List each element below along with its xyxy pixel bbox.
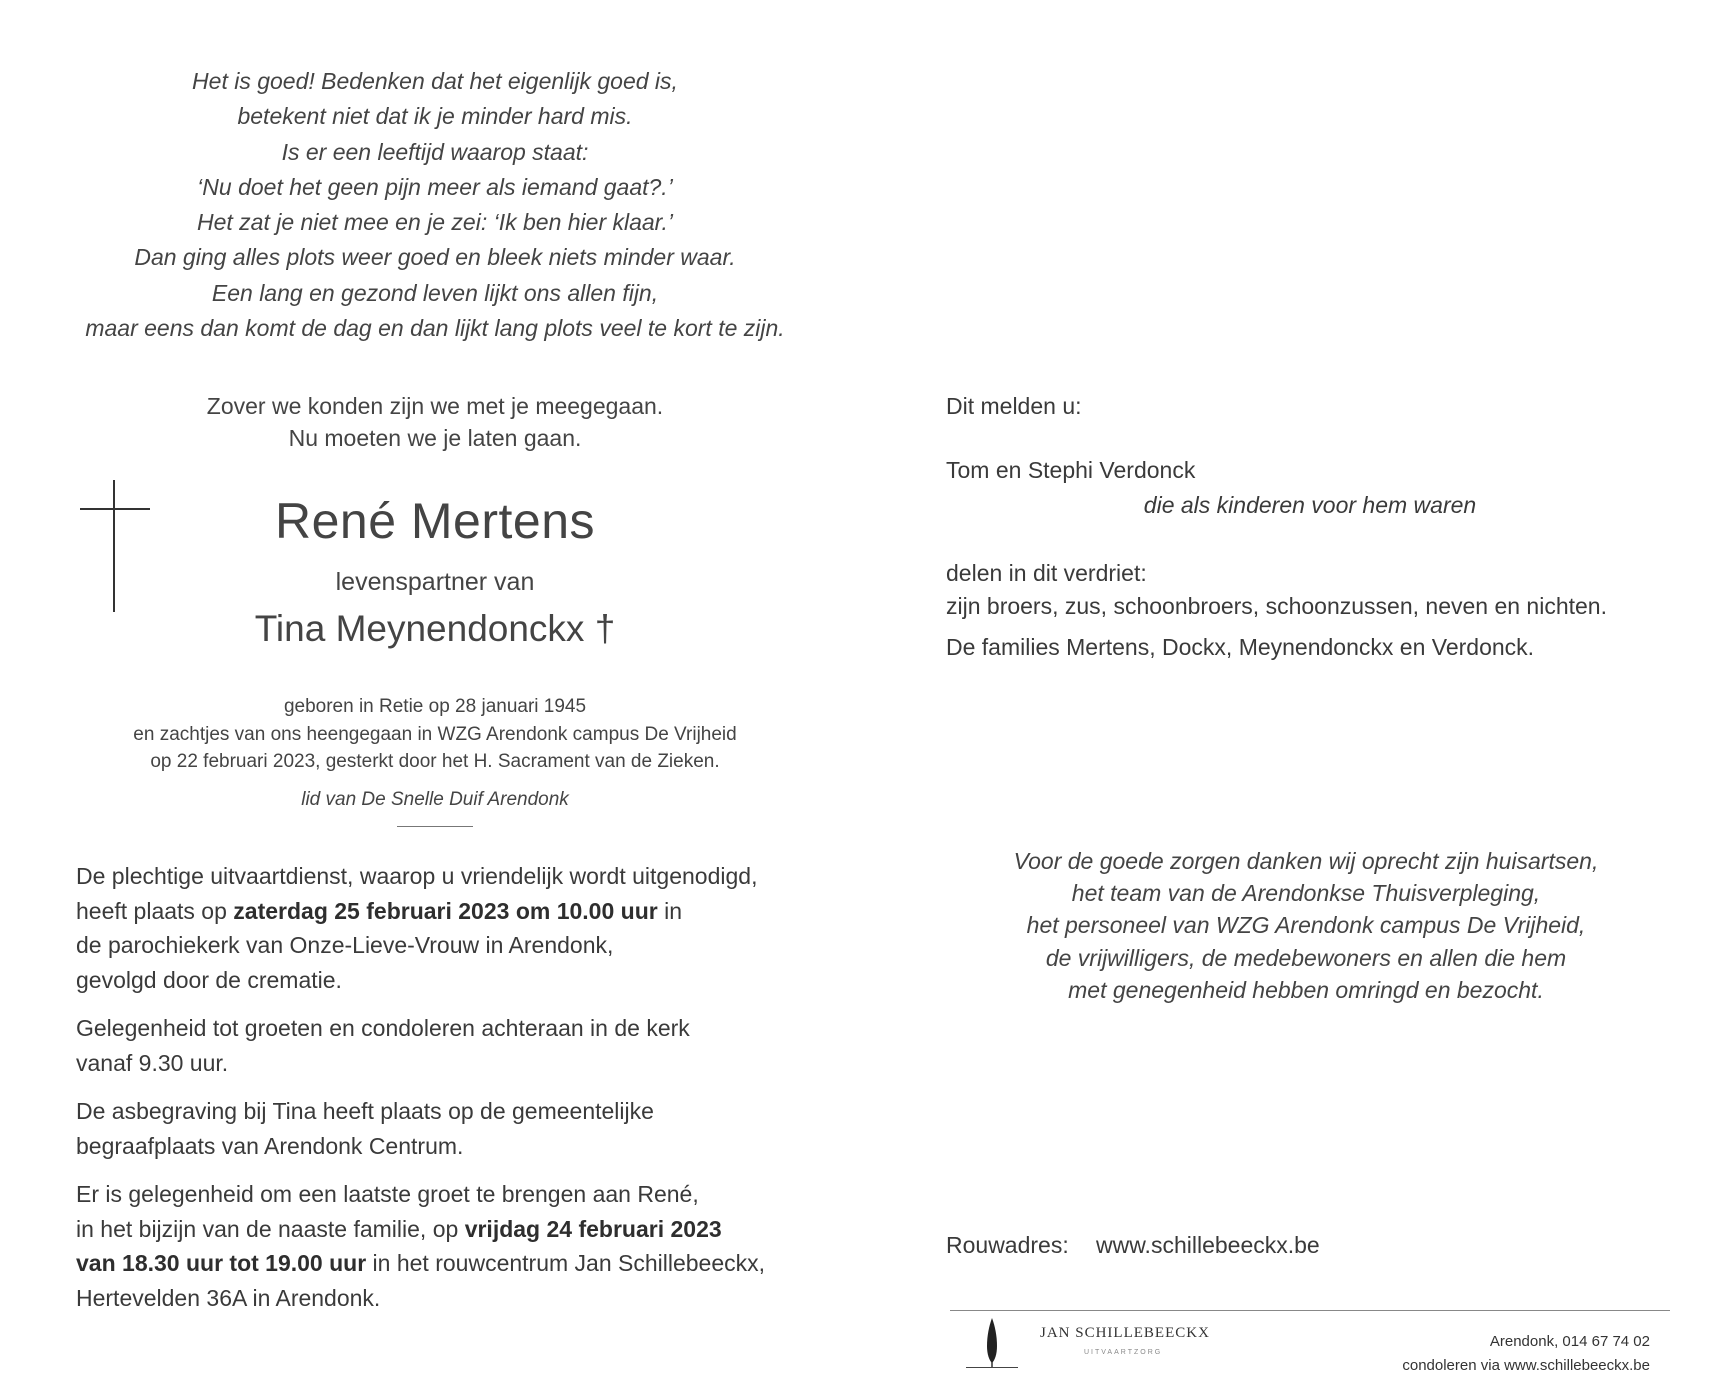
contact-info	[1300, 1330, 1650, 1378]
company-name: JAN SCHILLEBEECKX	[1040, 1325, 1210, 1341]
service-line: De plechtige uitvaartdienst, waarop u vriendelijk wordt uitgenodigd,	[76, 863, 758, 889]
visit-time: van 18.30 uur tot 19.00 uur	[76, 1250, 367, 1276]
service-line: de parochiekerk van Onze-Lieve-Vrouw in Arendonk,	[76, 932, 614, 958]
poem-line: maar eens dan komt de dag en dan lijkt lang plots veel te kort te zijn.	[85, 315, 785, 342]
poem-line: Het is goed! Bedenken dat het eigenlijk goed is,	[192, 68, 678, 94]
text: in het rouwcentrum Jan Schillebeeckx,	[366, 1250, 766, 1276]
deceased-name: René Mertens	[274, 493, 596, 549]
thanks-line: Voor de goede zorgen danken wij oprecht zijn huisartsen,	[1013, 848, 1599, 874]
announcement-relatives	[946, 557, 1607, 623]
service-line	[76, 1212, 836, 1247]
partner-label: levenspartner van	[335, 568, 535, 596]
details-line: en zachtjes van ons heengegaan in WZG Arendonk campus De Vrijheid	[133, 723, 737, 745]
visit-date: vrijdag 24 februari 2023	[464, 1215, 722, 1242]
condolence-link[interactable]: condoleren via www.schillebeeckx.be	[1402, 1357, 1650, 1374]
thanks-line: met genegenheid hebben omringd en bezocht.	[1068, 976, 1544, 1003]
farewell-line: Zover we konden zijn we met je meegegaan.	[206, 393, 664, 419]
text: in	[657, 897, 683, 924]
service-line: begraafplaats van Arendonk Centrum.	[76, 1132, 464, 1159]
rouwadres-label: Rouwadres:	[946, 1232, 1069, 1258]
share-intro: delen in dit verdriet:	[946, 560, 1147, 586]
rouwadres-link[interactable]: www.schillebeeckx.be	[1096, 1232, 1320, 1258]
membership: lid van De Snelle Duif Arendonk	[301, 789, 569, 810]
text: heeft plaats op	[76, 897, 234, 924]
details-line: op 22 februari 2023, gesterkt door het H. Sacrament van de Zieken.	[150, 751, 720, 772]
poem	[40, 64, 830, 346]
service-line	[76, 894, 836, 929]
partner-name: Tina Meynendonckx †	[254, 608, 616, 649]
poem-line: betekent niet dat ik je minder hard mis.	[237, 103, 633, 130]
poem-line: Het zat je niet mee en je zei: ‘Ik ben hier klaar.’	[197, 209, 673, 236]
farewell-text	[40, 390, 830, 454]
announcement-intro: Dit melden u:	[946, 393, 1082, 419]
service-date: zaterdag 25 februari 2023 om 10.00 uur	[233, 897, 658, 924]
service-line: Er is gelegenheid om een laatste groet te brengen aan René,	[76, 1181, 699, 1207]
poem-line: Een lang en gezond leven lijkt ons allen fijn,	[211, 279, 659, 306]
cypress-tree-icon	[962, 1316, 1022, 1370]
farewell-line: Nu moeten we je laten gaan.	[288, 425, 582, 451]
details-line: geboren in Retie op 28 januari 1945	[283, 696, 587, 717]
service-line: De asbegraving bij Tina heeft plaats op de gemeentelijke	[76, 1098, 654, 1124]
birth-death-details	[40, 693, 830, 776]
service-line: Gelegenheid tot groeten en condoleren achteraan in de kerk	[76, 1015, 690, 1041]
thanks-text	[946, 845, 1666, 1006]
service-line: Hertevelden 36A in Arendonk.	[76, 1284, 381, 1311]
announcement-names-note: die als kinderen voor hem waren	[1143, 492, 1477, 518]
thanks-line: de vrijwilligers, de medebewoners en allen die hem	[1045, 944, 1567, 971]
relatives: zijn broers, zus, schoonbroers, schoonzussen, neven en nichten.	[946, 593, 1607, 619]
announcement-families: De families Mertens, Dockx, Meynendonckx en Verdonck.	[946, 634, 1535, 660]
footer-divider	[950, 1310, 1670, 1311]
poem-line: ‘Nu doet het geen pijn meer als iemand gaat?.’	[197, 173, 673, 200]
service-line	[76, 1246, 836, 1281]
service-info	[76, 845, 836, 1329]
service-line: vanaf 9.30 uur.	[76, 1049, 229, 1076]
text: in het bijzijn van de naaste familie, op	[76, 1215, 465, 1242]
phone-line: Arendonk, 014 67 74 02	[1489, 1333, 1650, 1350]
divider	[397, 826, 473, 827]
company-tagline: UITVAARTZORG	[1084, 1349, 1163, 1356]
service-line: gevolgd door de crematie.	[76, 966, 342, 993]
announcement-names: Tom en Stephi Verdonck	[946, 457, 1196, 483]
thanks-line: het team van de Arendonkse Thuisverpleging,	[1071, 880, 1541, 907]
poem-line: Is er een leeftijd waarop staat:	[281, 138, 589, 165]
thanks-line: het personeel van WZG Arendonk campus De Vrijheid,	[1026, 912, 1586, 939]
poem-line: Dan ging alles plots weer goed en bleek niets minder waar.	[134, 244, 736, 271]
